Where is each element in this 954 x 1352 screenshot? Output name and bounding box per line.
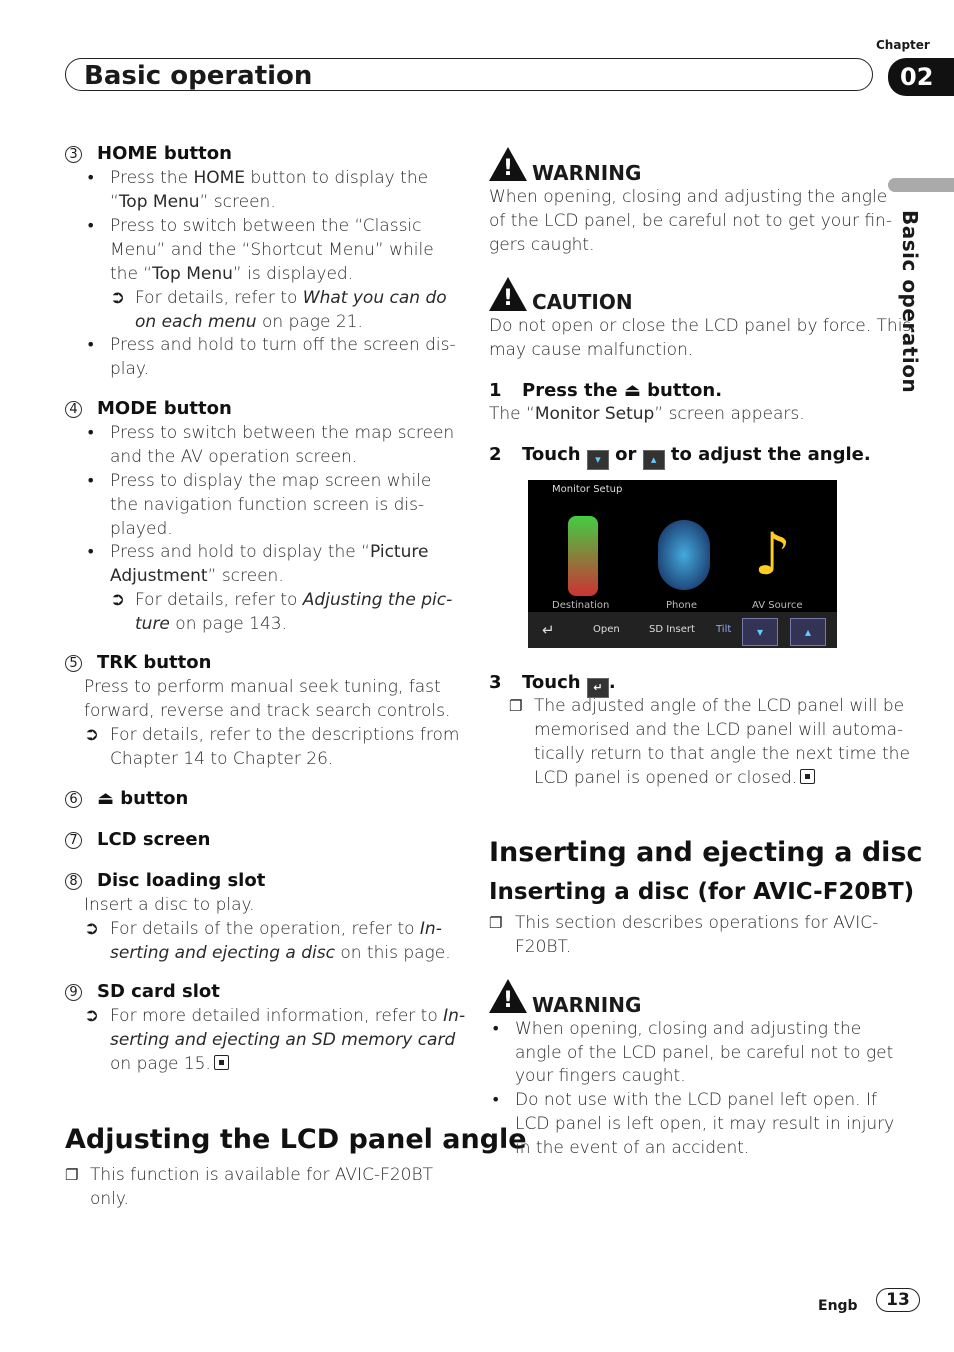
bullet: • xyxy=(86,216,96,235)
text-line: This function is available for AVIC-F20BT xyxy=(90,1165,434,1185)
tilt-label: Tilt xyxy=(716,624,732,635)
reference-link[interactable]: serting and ejecting an SD memory card xyxy=(110,1030,456,1050)
step-number: 3 xyxy=(489,672,502,693)
reference-link[interactable]: ture on page 143. xyxy=(135,614,287,634)
text-line: Press and hold to turn off the screen dis- xyxy=(110,335,456,355)
phone-label: Phone xyxy=(666,600,697,611)
end-mark-icon xyxy=(214,1055,229,1070)
text-line: the “Top Menu” is displayed. xyxy=(110,264,354,284)
reference-link[interactable]: For details, refer to What you can do xyxy=(135,288,447,308)
checkbox-bullet-icon: ❐ xyxy=(489,914,503,932)
text-line: only. xyxy=(90,1189,129,1209)
text-line: your fingers caught. xyxy=(515,1066,686,1086)
back-icon: ↵ xyxy=(542,621,555,639)
step-text: Touch ▾ or ▴ to adjust the angle. xyxy=(522,443,871,470)
step-number: 2 xyxy=(489,444,502,465)
subsection-title: Inserting a disc (for AVIC-F20BT) xyxy=(489,879,915,905)
text-line: LCD panel is opened or closed. xyxy=(534,766,815,790)
step-text: Touch ↵ . xyxy=(522,671,616,698)
text-line: Press to display the map screen while xyxy=(110,471,432,491)
tilt-up-icon: ▴ xyxy=(790,618,826,646)
tilt-up-icon: ▴ xyxy=(643,450,665,470)
warning-label: WARNING xyxy=(532,993,642,1017)
av-source-icon: ♪ xyxy=(754,520,792,588)
tilt-down-icon: ▾ xyxy=(742,618,778,646)
text-line: play. xyxy=(110,359,149,379)
text-line: of the LCD panel, be careful not to get your fin- xyxy=(489,211,892,231)
language-label: Engb xyxy=(818,1298,858,1314)
end-mark-icon xyxy=(800,769,815,784)
text-line: Press to perform manual seek tuning, fast xyxy=(84,677,441,697)
checkbox-bullet-icon: ❐ xyxy=(509,697,523,715)
bullet: • xyxy=(491,1090,501,1109)
back-icon: ↵ xyxy=(587,678,609,698)
monitor-setup-screenshot xyxy=(528,480,837,648)
bullet: • xyxy=(86,542,96,561)
text-line: LCD panel is left open, it may result in injury xyxy=(515,1114,895,1134)
text-line: forward, reverse and track search controls. xyxy=(84,701,451,721)
text-line: memorised and the LCD panel will automa- xyxy=(534,720,904,740)
section-heading: ⏏ button xyxy=(97,788,189,809)
chapter-label: Chapter xyxy=(876,38,930,52)
text-line: Do not use with the LCD panel left open. If xyxy=(515,1090,877,1110)
side-tab-marker xyxy=(888,178,954,192)
reference-arrow-icon: ➲ xyxy=(110,287,126,308)
text-line: Press to switch between the “Classic xyxy=(110,216,422,236)
reference-arrow-icon: ➲ xyxy=(110,589,126,610)
reference-link[interactable]: For details of the operation, refer to In- xyxy=(110,919,442,939)
reference-link[interactable]: For more detailed information, refer to In- xyxy=(110,1006,466,1026)
text-line: Chapter 14 to Chapter 26. xyxy=(110,749,334,769)
checkbox-bullet-icon: ❐ xyxy=(65,1166,79,1184)
text-line: Press and hold to display the “Picture xyxy=(110,542,429,562)
text-line: played. xyxy=(110,519,173,539)
destination-label: Destination xyxy=(552,600,610,611)
bullet: • xyxy=(86,471,96,490)
step-text: Press the ⏏ button. xyxy=(522,380,723,401)
text-line: Press the HOME button to display the xyxy=(110,168,429,188)
caution-label: CAUTION xyxy=(532,290,633,314)
section-heading: MODE button xyxy=(97,398,232,419)
text-line: F20BT. xyxy=(515,937,572,957)
warning-label: WARNING xyxy=(532,161,642,185)
text-line: Insert a disc to play. xyxy=(84,895,255,915)
item-number: 5 xyxy=(65,655,82,672)
text-line: gers caught. xyxy=(489,235,595,255)
item-number: 7 xyxy=(65,832,82,849)
text-line: Menu” and the “Shortcut Menu” while xyxy=(110,240,434,260)
page-title: Basic operation xyxy=(84,61,313,91)
text-line: on page 15. xyxy=(110,1052,229,1076)
section-heading: SD card slot xyxy=(97,981,220,1002)
text-line: and the AV operation screen. xyxy=(110,447,358,467)
text-line: For details, refer to the descriptions from xyxy=(110,725,460,745)
screen-title: Monitor Setup xyxy=(552,484,623,495)
bullet: • xyxy=(86,335,96,354)
reference-arrow-icon: ➲ xyxy=(84,918,100,939)
step-number: 1 xyxy=(489,380,502,401)
section-title: Adjusting the LCD panel angle xyxy=(65,1124,527,1155)
text-line: This section describes operations for AVIC- xyxy=(515,913,879,933)
destination-icon xyxy=(568,516,598,596)
reference-link[interactable]: on each menu on page 21. xyxy=(135,312,363,332)
text-line: The adjusted angle of the LCD panel will be xyxy=(534,696,905,716)
section-heading: HOME button xyxy=(97,143,232,164)
reference-arrow-icon: ➲ xyxy=(84,724,100,745)
item-number: 6 xyxy=(65,791,82,808)
item-number: 3 xyxy=(65,146,82,163)
text-line: Do not open or close the LCD panel by force. This xyxy=(489,316,912,336)
text-line: The “Monitor Setup” screen appears. xyxy=(489,404,805,424)
page-number: 13 xyxy=(876,1288,920,1312)
bullet: • xyxy=(86,168,96,187)
reference-link[interactable]: For details, refer to Adjusting the pic- xyxy=(135,590,453,610)
open-button: Open xyxy=(593,624,620,635)
text-line: Press to switch between the map screen xyxy=(110,423,455,443)
bullet: • xyxy=(86,423,96,442)
reference-link[interactable]: serting and ejecting a disc on this page. xyxy=(110,943,451,963)
sd-insert-button: SD Insert xyxy=(649,624,695,635)
text-line: the navigation function screen is dis- xyxy=(110,495,425,515)
section-title: Inserting and ejecting a disc xyxy=(489,837,923,868)
section-heading: TRK button xyxy=(97,652,212,673)
section-heading: LCD screen xyxy=(97,829,211,850)
text-line: in the event of an accident. xyxy=(515,1138,750,1158)
phone-icon xyxy=(658,520,710,590)
section-heading: Disc loading slot xyxy=(97,870,266,891)
text-line: angle of the LCD panel, be careful not to get xyxy=(515,1043,894,1063)
text-line: “Top Menu” screen. xyxy=(110,192,276,212)
item-number: 4 xyxy=(65,401,82,418)
item-number: 8 xyxy=(65,873,82,890)
tilt-down-icon: ▾ xyxy=(587,450,609,470)
text-line: When opening, closing and adjusting the angle xyxy=(489,187,888,207)
side-tab-label: Basic operation xyxy=(898,210,922,394)
text-line: may cause malfunction. xyxy=(489,340,694,360)
text-line: When opening, closing and adjusting the xyxy=(515,1019,862,1039)
av-source-label: AV Source xyxy=(752,600,803,611)
item-number: 9 xyxy=(65,984,82,1001)
text-line: tically return to that angle the next time the xyxy=(534,744,910,764)
reference-arrow-icon: ➲ xyxy=(84,1005,100,1026)
text-line: Adjustment” screen. xyxy=(110,566,284,586)
bullet: • xyxy=(491,1019,501,1038)
chapter-number: 02 xyxy=(888,58,954,96)
